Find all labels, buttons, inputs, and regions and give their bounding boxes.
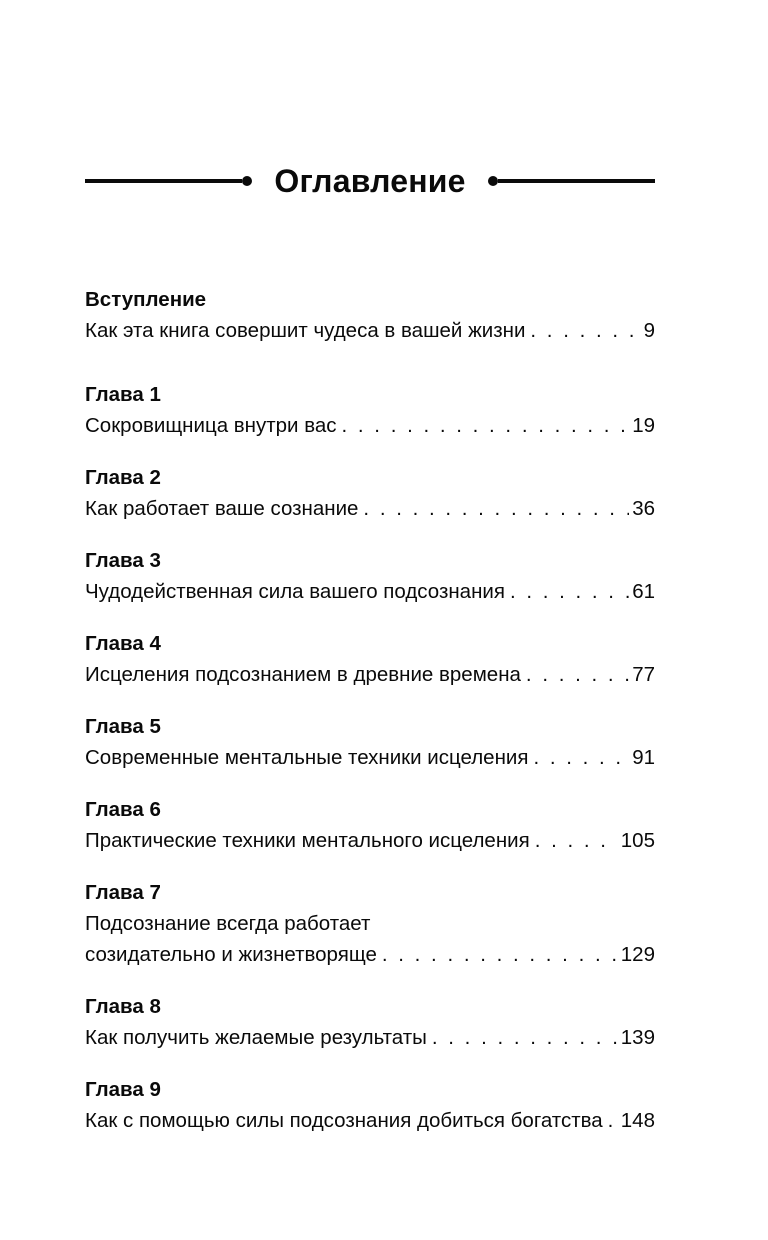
toc-entry-heading: Глава 9 [85, 1078, 161, 1101]
ornament-rule-right [498, 179, 655, 183]
toc-entry-heading: Вступление [85, 288, 207, 311]
page-number: 9 [643, 319, 655, 342]
ornament-rule-left [85, 179, 242, 183]
dot-leader [363, 493, 629, 524]
ornament-dot-left [242, 176, 252, 186]
toc-entry [85, 711, 655, 773]
toc-entry-heading: Глава 1 [85, 383, 161, 406]
dot-leader [535, 825, 618, 856]
dot-leader [432, 1022, 618, 1053]
dot-leader [342, 410, 630, 441]
toc-entry [85, 877, 655, 970]
toc-entry-title: созидательно и жизнетворяще [85, 943, 377, 966]
page-number: 36 [632, 497, 655, 520]
page-number: 105 [620, 829, 655, 852]
toc-entry-title-row [85, 659, 655, 690]
toc-entry-heading: Глава 3 [85, 549, 161, 572]
toc-entry-title: Как с помощью силы подсознания добиться богатства [85, 1109, 603, 1132]
toc-entry [85, 284, 655, 346]
toc-entry-title-row [85, 315, 655, 346]
toc-entry-title-row [85, 742, 655, 773]
toc-entry-title: Исцеления подсознанием в древние времена [85, 663, 521, 686]
ornament-dot-right [488, 176, 498, 186]
toc-entry-title-row [85, 1105, 655, 1136]
page-number: 19 [632, 414, 655, 437]
toc-entry-title: Чудодейственная сила вашего подсознания [85, 580, 505, 603]
toc-entry-title: Как работает ваше сознание [85, 497, 359, 520]
toc-entry [85, 462, 655, 524]
toc-entry-heading: Глава 4 [85, 632, 161, 655]
toc-entry-heading: Глава 2 [85, 466, 161, 489]
toc-entry-title: Современные ментальные техники исцеления [85, 746, 529, 769]
toc-entry-heading: Глава 5 [85, 715, 161, 738]
dot-leader [382, 939, 618, 970]
dot-leader [510, 576, 629, 607]
toc-entry-title: Практические техники ментального исцеления [85, 829, 530, 852]
toc-entry-heading: Глава 6 [85, 798, 161, 821]
dot-leader [533, 742, 629, 773]
toc-entry-title-row [85, 410, 655, 441]
page-number: 129 [620, 943, 655, 966]
toc-entry [85, 379, 655, 441]
toc-entry-title: Как эта книга совершит чудеса в вашей жизни [85, 319, 526, 342]
toc-entry-heading: Глава 7 [85, 881, 161, 904]
toc-entry [85, 628, 655, 690]
page-number: 148 [620, 1109, 655, 1132]
toc-entry [85, 1074, 655, 1136]
toc-entry [85, 991, 655, 1053]
toc-entry-title-row [85, 825, 655, 856]
toc-entry-title-line: Подсознание всегда работает [85, 912, 371, 935]
toc-entry-title: Сокровищница внутри вас [85, 414, 337, 437]
toc-entry-title-row [85, 576, 655, 607]
dot-leader [608, 1105, 618, 1136]
page-number: 91 [632, 746, 655, 769]
toc-entry-title: Как получить желаемые результаты [85, 1026, 427, 1049]
toc-header [85, 160, 655, 202]
toc-entry-title-row [85, 939, 655, 970]
dot-leader [526, 659, 629, 690]
page-number: 139 [620, 1026, 655, 1049]
dot-leader [530, 315, 640, 346]
toc-entry-title-row [85, 493, 655, 524]
page-number: 61 [632, 580, 655, 603]
toc-entry [85, 794, 655, 856]
toc-entry-title-row [85, 1022, 655, 1053]
toc-entry-heading: Глава 8 [85, 995, 161, 1018]
toc-entry [85, 545, 655, 607]
page-title: Оглавление [274, 163, 466, 199]
toc-list [85, 284, 655, 1136]
page-number: 77 [632, 663, 655, 686]
